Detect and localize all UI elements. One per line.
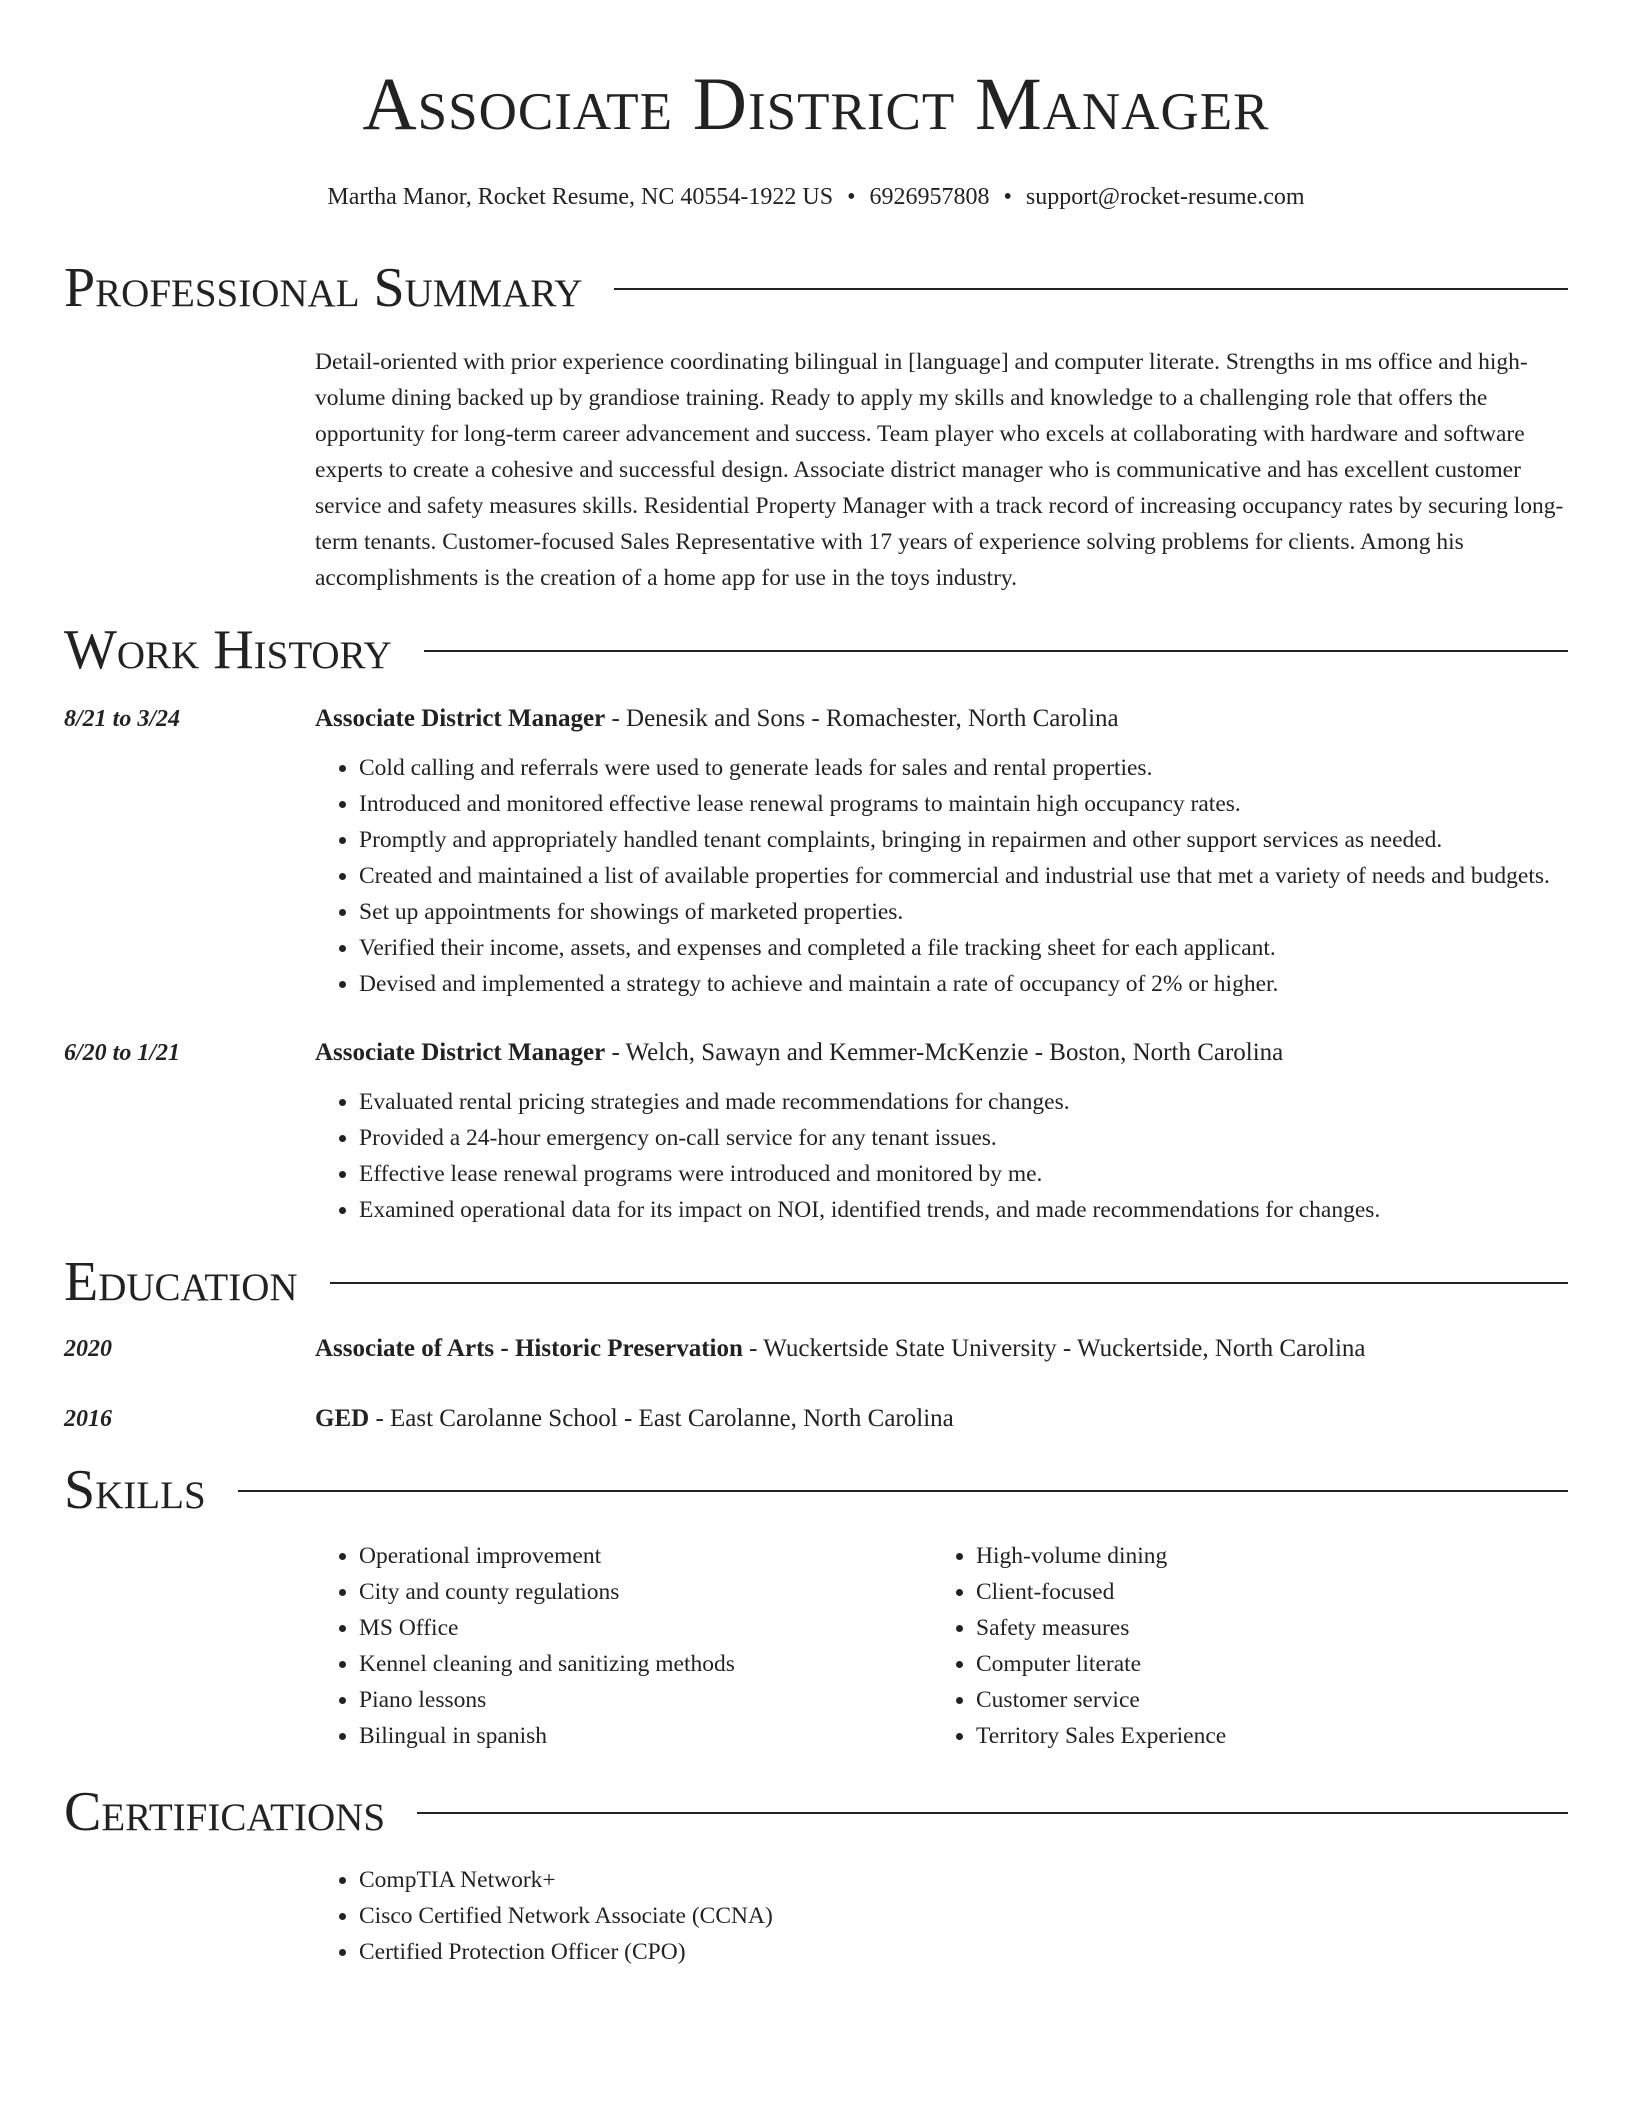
education-degree: Associate of Arts - Historic Preservation	[315, 1335, 743, 1362]
contact-phone: 6926957808	[869, 184, 990, 210]
education-details: - Wuckertside State University - Wuckertside, North Carolina	[742, 1335, 1366, 1362]
contact-address: Martha Manor, Rocket Resume, NC 40554-1922 US	[327, 184, 834, 210]
list-item: • Piano lessons	[359, 1682, 932, 1718]
education-year: 2016	[64, 1406, 112, 1432]
job-dates: 8/21 to 3/24	[64, 706, 181, 732]
job-header	[64, 1036, 1568, 1070]
education-heading-line	[315, 1402, 954, 1436]
job-title: Associate District Manager	[315, 705, 606, 732]
list-item: • City and county regulations	[359, 1574, 932, 1610]
list-item: • Client-focused	[976, 1574, 1549, 1610]
certifications-section-header	[64, 1780, 1568, 1844]
list-item: • Evaluated rental pricing strategies and made recommendations for changes.	[359, 1084, 1568, 1120]
job-details: - Denesik and Sons - Romachester, North Carolina	[605, 705, 1119, 732]
section-divider	[417, 1812, 1568, 1814]
section-divider	[238, 1490, 1568, 1492]
list-item: • Verified their income, assets, and expenses and completed a file tracking sheet for each applicant.	[359, 930, 1568, 966]
list-item: • Bilingual in spanish	[359, 1718, 932, 1754]
skills-heading: Skills	[64, 1459, 206, 1521]
education-section-header	[64, 1250, 1568, 1314]
skills-list-right	[932, 1538, 1549, 1754]
list-item: • Safety measures	[976, 1610, 1549, 1646]
contact-separator: •	[1003, 184, 1012, 210]
list-item: • CompTIA Network+	[359, 1862, 1568, 1898]
education-degree: GED	[315, 1405, 370, 1432]
education-details: - East Carolanne School - East Carolanne, North Carolina	[369, 1405, 954, 1432]
list-item: • Examined operational data for its impact on NOI, identified trends, and made recommendations for changes.	[359, 1192, 1568, 1228]
certifications-list	[315, 1862, 1568, 1970]
education-year: 2020	[64, 1336, 112, 1362]
education-entry	[64, 1402, 1568, 1436]
section-divider	[424, 650, 1568, 652]
job-details: - Welch, Sawayn and Kemmer-McKenzie - Boston, North Carolina	[605, 1039, 1284, 1066]
summary-heading: Professional Summary	[64, 257, 583, 319]
job-heading	[315, 702, 1119, 736]
certifications-heading: Certifications	[64, 1781, 386, 1843]
list-item: • Customer service	[976, 1682, 1549, 1718]
list-item: • Devised and implemented a strategy to achieve and maintain a rate of occupancy of 2% or higher.	[359, 966, 1568, 1002]
list-item: • Cisco Certified Network Associate (CCNA)	[359, 1898, 1568, 1934]
job-header	[64, 702, 1568, 736]
list-item: • High-volume dining	[976, 1538, 1549, 1574]
contact-separator: •	[847, 184, 856, 210]
list-item: • Set up appointments for showings of marketed properties.	[359, 894, 1568, 930]
work-heading: Work History	[64, 619, 392, 681]
list-item: • Promptly and appropriately handled tenant complaints, bringing in repairmen and other support services as needed.	[359, 822, 1568, 858]
list-item: • Kennel cleaning and sanitizing methods	[359, 1646, 932, 1682]
list-item: • Provided a 24-hour emergency on-call service for any tenant issues.	[359, 1120, 1568, 1156]
job-bullets	[315, 750, 1568, 1002]
list-item: • Computer literate	[976, 1646, 1549, 1682]
education-entry	[64, 1332, 1568, 1366]
resume-title: Associate District Manager	[362, 63, 1270, 146]
list-item: • Effective lease renewal programs were introduced and monitored by me.	[359, 1156, 1568, 1192]
job-title: Associate District Manager	[315, 1039, 606, 1066]
education-heading: Education	[64, 1251, 298, 1313]
job-entry	[64, 1036, 1568, 1228]
skills-section-header	[64, 1458, 1568, 1522]
work-section-header	[64, 618, 1568, 682]
job-dates: 6/20 to 1/21	[64, 1040, 181, 1066]
job-bullets	[315, 1084, 1568, 1228]
resume-page	[64, 0, 1568, 1970]
job-entry	[64, 702, 1568, 1002]
list-item: • Territory Sales Experience	[976, 1718, 1549, 1754]
list-item: • Introduced and monitored effective lease renewal programs to maintain high occupancy rates.	[359, 786, 1568, 822]
skills-list-left	[315, 1538, 932, 1754]
list-item: • Operational improvement	[359, 1538, 932, 1574]
contact-line	[64, 182, 1568, 212]
summary-text: Detail-oriented with prior experience coordinating bilingual in [language] and computer literate. Strengths in ms office and high-volume dining backed up by grandiose training. Ready to apply my skills and knowledge to a challenging role that offers the opportunity for long-term career advancement and success. Team player who excels at collaborating with hardware and software experts to create a cohesive and successful design. Associate district manager who is communicative and has excellent customer service and safety measures skills. Residential Property Manager with a track record of increasing occupancy rates by securing long-term tenants. Customer-focused Sales Representative with 17 years of experience solving problems for clients. Among his accomplishments is the creation of a home app for use in the toys industry.	[315, 349, 1564, 591]
job-heading	[315, 1036, 1283, 1070]
contact-email: support@rocket-resume.com	[1025, 184, 1305, 210]
list-item: • Created and maintained a list of available properties for commercial and industrial use that met a variety of needs and budgets.	[359, 858, 1568, 894]
education-heading-line	[315, 1332, 1366, 1366]
skills-columns	[315, 1538, 1568, 1754]
list-item: • MS Office	[359, 1610, 932, 1646]
summary-section-header	[64, 256, 1568, 320]
section-divider	[614, 288, 1568, 290]
list-item: • Cold calling and referrals were used to generate leads for sales and rental properties.	[359, 750, 1568, 786]
list-item: • Certified Protection Officer (CPO)	[359, 1934, 1568, 1970]
section-divider	[330, 1282, 1568, 1284]
